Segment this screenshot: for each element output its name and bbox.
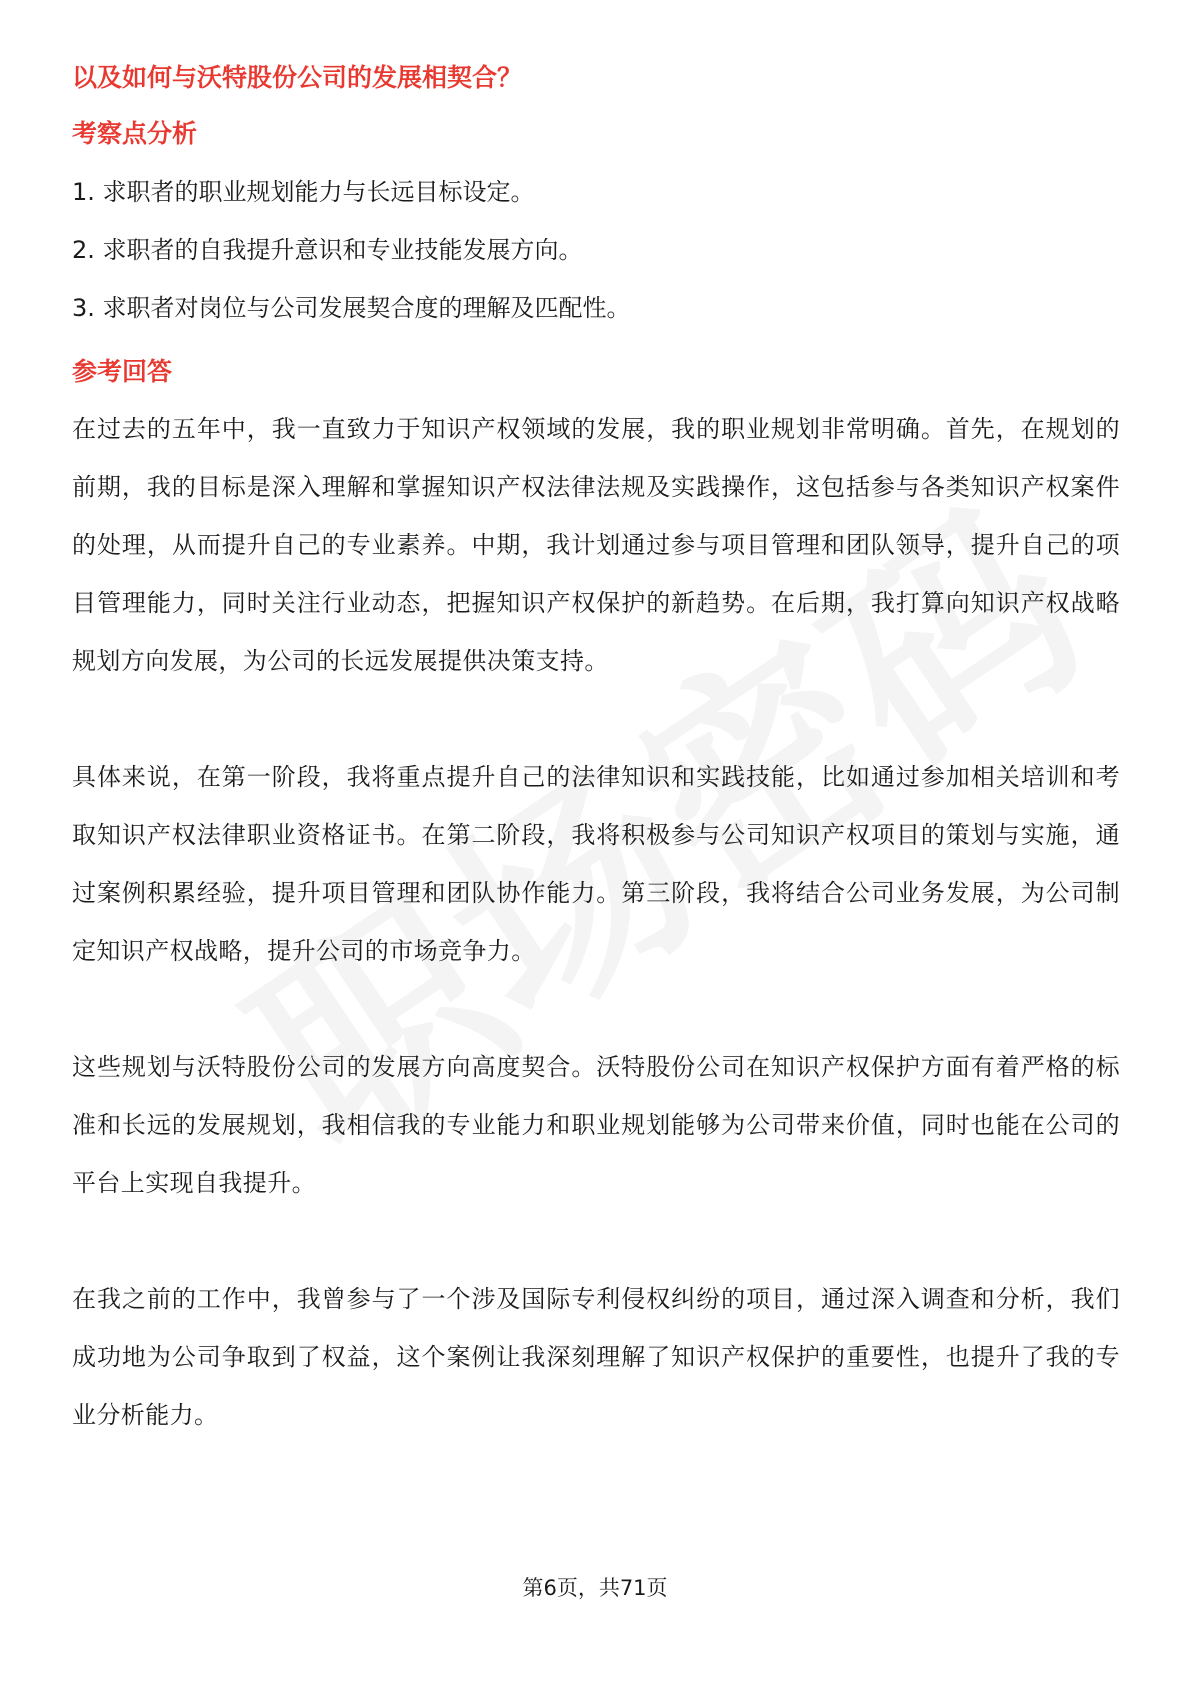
analysis-point: 1. 求职者的职业规划能力与长远目标设定。 (72, 178, 535, 206)
question-heading: 以及如何与沃特股份公司的发展相契合？ (72, 63, 523, 92)
analysis-point-list (72, 172, 1120, 328)
answer-heading: 参考回答 (72, 357, 173, 386)
page-content (72, 58, 1120, 1502)
analysis-point: 3. 求职者对岗位与公司发展契合度的理解及匹配性。 (72, 294, 631, 322)
answer-paragraph: 在过去的五年中，我一直致力于知识产权领域的发展，我的职业规划非常明确。首先，在规划的前期，我的目标是深入理解和掌握知识产权法律法规及实践操作，这包括参与各类知识产权案件的处理，从而提升自己的专业素养。中期，我计划通过参与项目管理和团队领导，提升自己的项目管理能力，同时关注行业动态，把握知识产权保护的新趋势。在后期，我打算向知识产权战略规划方向发展，为公司的长远发展提供决策支持。 (72, 415, 1120, 675)
analysis-heading: 考察点分析 (72, 119, 198, 148)
answer-paragraph: 在我之前的工作中，我曾参与了一个涉及国际专利侵权纠纷的项目，通过深入调查和分析，我们成功地为公司争取到了权益，这个案例让我深刻理解了知识产权保护的重要性，也提升了我的专业分析能力。 (72, 1285, 1120, 1429)
answer-paragraph: 这些规划与沃特股份公司的发展方向高度契合。沃特股份公司在知识产权保护方面有着严格的标准和长远的发展规划，我相信我的专业能力和职业规划能够为公司带来价值，同时也能在公司的平台上实现自我提升。 (72, 1053, 1120, 1197)
page-number-footer: 第6页，共71页 (522, 1576, 668, 1600)
answer-paragraph: 具体来说，在第一阶段，我将重点提升自己的法律知识和实践技能，比如通过参加相关培训和考取知识产权法律职业资格证书。在第二阶段，我将积极参与公司知识产权项目的策划与实施，通过案例积累经验，提升项目管理和团队协作能力。第三阶段，我将结合公司业务发展，为公司制定知识产权战略，提升公司的市场竞争力。 (72, 763, 1120, 965)
analysis-point: 2. 求职者的自我提升意识和专业技能发展方向。 (72, 236, 583, 264)
